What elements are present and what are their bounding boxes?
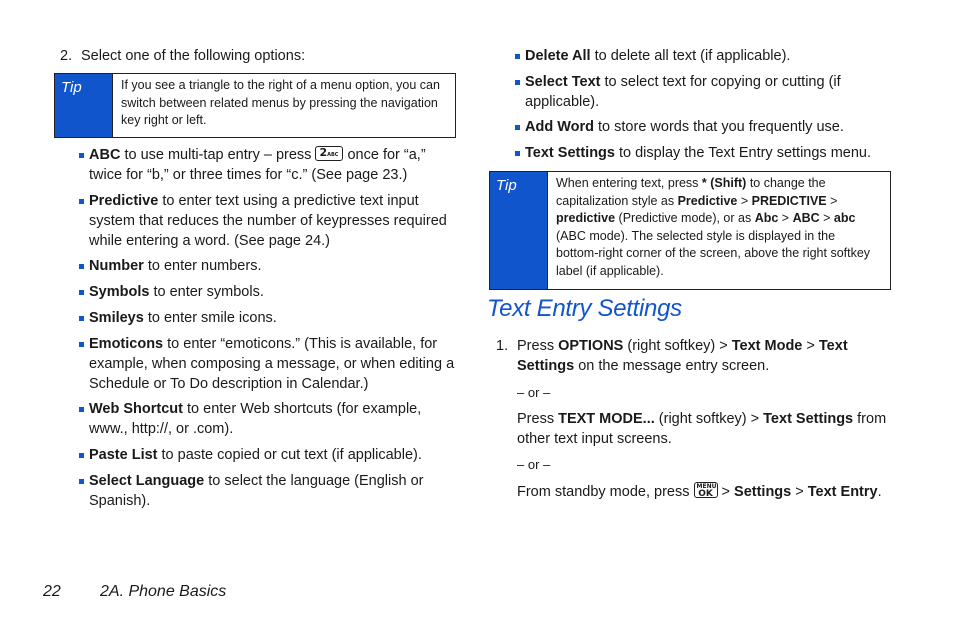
list-item-text-settings (525, 143, 890, 163)
list-item-delete-all (525, 46, 890, 66)
option-name: Delete All (525, 48, 591, 64)
bullet-marker (79, 290, 84, 295)
tip-text: If you see a triangle to the right of a menu option, you can switch between related menus by pressing the navigation key right or left. (121, 78, 440, 127)
section-heading: Text Entry Settings (487, 295, 682, 322)
list-item-abc (89, 145, 459, 185)
step-text: Select one of the following options: (81, 48, 306, 64)
list-item-add-word (525, 117, 890, 137)
option-desc: to enter text using a predictive text input system that reduces the number of keypresses required while entering a word. (See page 24.) (89, 193, 447, 249)
list-item-number (89, 256, 459, 276)
tip-text: When entering text, press * (Shift) to change the capitalization style as Predictive > PREDICTIVE > predictive (Predictive mode), or as Abc > ABC > abc (ABC mode). The selected style is displayed in the bottom-right corner of the screen, above the right softkey label (if applicable). (556, 176, 871, 278)
option-name: Select Text (525, 74, 601, 90)
option-name: Paste List (89, 447, 158, 463)
option-name: Emoticons (89, 336, 164, 352)
list-item-symbols (89, 282, 459, 302)
list-item-web-shortcut (89, 399, 459, 439)
bullet-marker (515, 54, 520, 59)
bullet-marker (79, 479, 84, 484)
list-item-predictive (89, 191, 459, 251)
bullet-marker (79, 199, 84, 204)
bullet-marker (79, 407, 84, 412)
option-desc: to display the Text Entry settings menu. (614, 145, 871, 161)
list-item-emoticons (89, 334, 459, 394)
tip-box (54, 73, 456, 138)
bullet-marker (79, 342, 84, 347)
option-desc: to enter symbols. (149, 284, 264, 300)
bullet-marker (79, 153, 84, 158)
option-desc: to store words that you frequently use. (594, 119, 844, 135)
option-desc: to enter numbers. (143, 258, 262, 274)
option-name: ABC (89, 147, 121, 163)
option-name: Select Language (89, 473, 205, 489)
option-name: Number (89, 258, 144, 274)
option-name: Smileys (89, 310, 144, 326)
step-text: Press TEXT MODE... (right softkey) > Text Settings from other text input screens. (517, 411, 887, 447)
option-desc: to use multi-tap entry – press (120, 147, 316, 163)
bullet-marker (79, 453, 84, 458)
menu-ok-key-icon: MENU OK (694, 482, 718, 498)
tip-box (489, 171, 891, 290)
tip-label: Tip (490, 172, 548, 289)
option-desc: once for “a,” twice for “b,” or three times for “c.” (See page 23.) (89, 147, 426, 183)
step-text: From standby mode, press MENU OK > Settings > Text Entry. (517, 483, 882, 500)
list-item-select-language (89, 471, 459, 511)
page-number: 22 (43, 583, 61, 600)
list-item-paste-list (89, 445, 459, 465)
bullet-marker (515, 151, 520, 156)
tip-label: Tip (55, 74, 113, 137)
list-item-smileys (89, 308, 459, 328)
section-title: 2A. Phone Basics (100, 583, 227, 600)
bullet-marker (515, 80, 520, 85)
option-name: Predictive (89, 193, 159, 209)
option-desc: to delete all text (if applicable). (590, 48, 791, 64)
option-desc: to enter smile icons. (143, 310, 277, 326)
step-text: Press OPTIONS (right softkey) > Text Mode > Text Settings on the message entry screen. (517, 338, 848, 374)
option-name: Web Shortcut (89, 401, 183, 417)
step-number: 1. (496, 338, 509, 354)
list-item-select-text (525, 72, 890, 112)
option-desc: to select the language (English or Spanish). (89, 473, 424, 509)
option-name: Symbols (89, 284, 150, 300)
step-number: 2. (60, 48, 73, 64)
or-separator: – or – (517, 385, 551, 400)
bullet-marker (79, 264, 84, 269)
option-desc: to enter Web shortcuts (for example, www., http://, or .com). (89, 401, 422, 437)
key-2-icon: 2ABC (315, 146, 343, 161)
bullet-marker (515, 125, 520, 130)
option-name: Text Settings (525, 145, 615, 161)
option-desc: to paste copied or cut text (if applicable). (157, 447, 422, 463)
option-name: Add Word (525, 119, 594, 135)
bullet-marker (79, 316, 84, 321)
or-separator: – or – (517, 457, 551, 472)
option-desc: to enter “emoticons.” (This is available, for example, when composing a message, or when editing a Schedule or To Do description in Calendar.) (89, 336, 455, 392)
option-desc: to select text for copying or cutting (if applicable). (525, 74, 841, 110)
